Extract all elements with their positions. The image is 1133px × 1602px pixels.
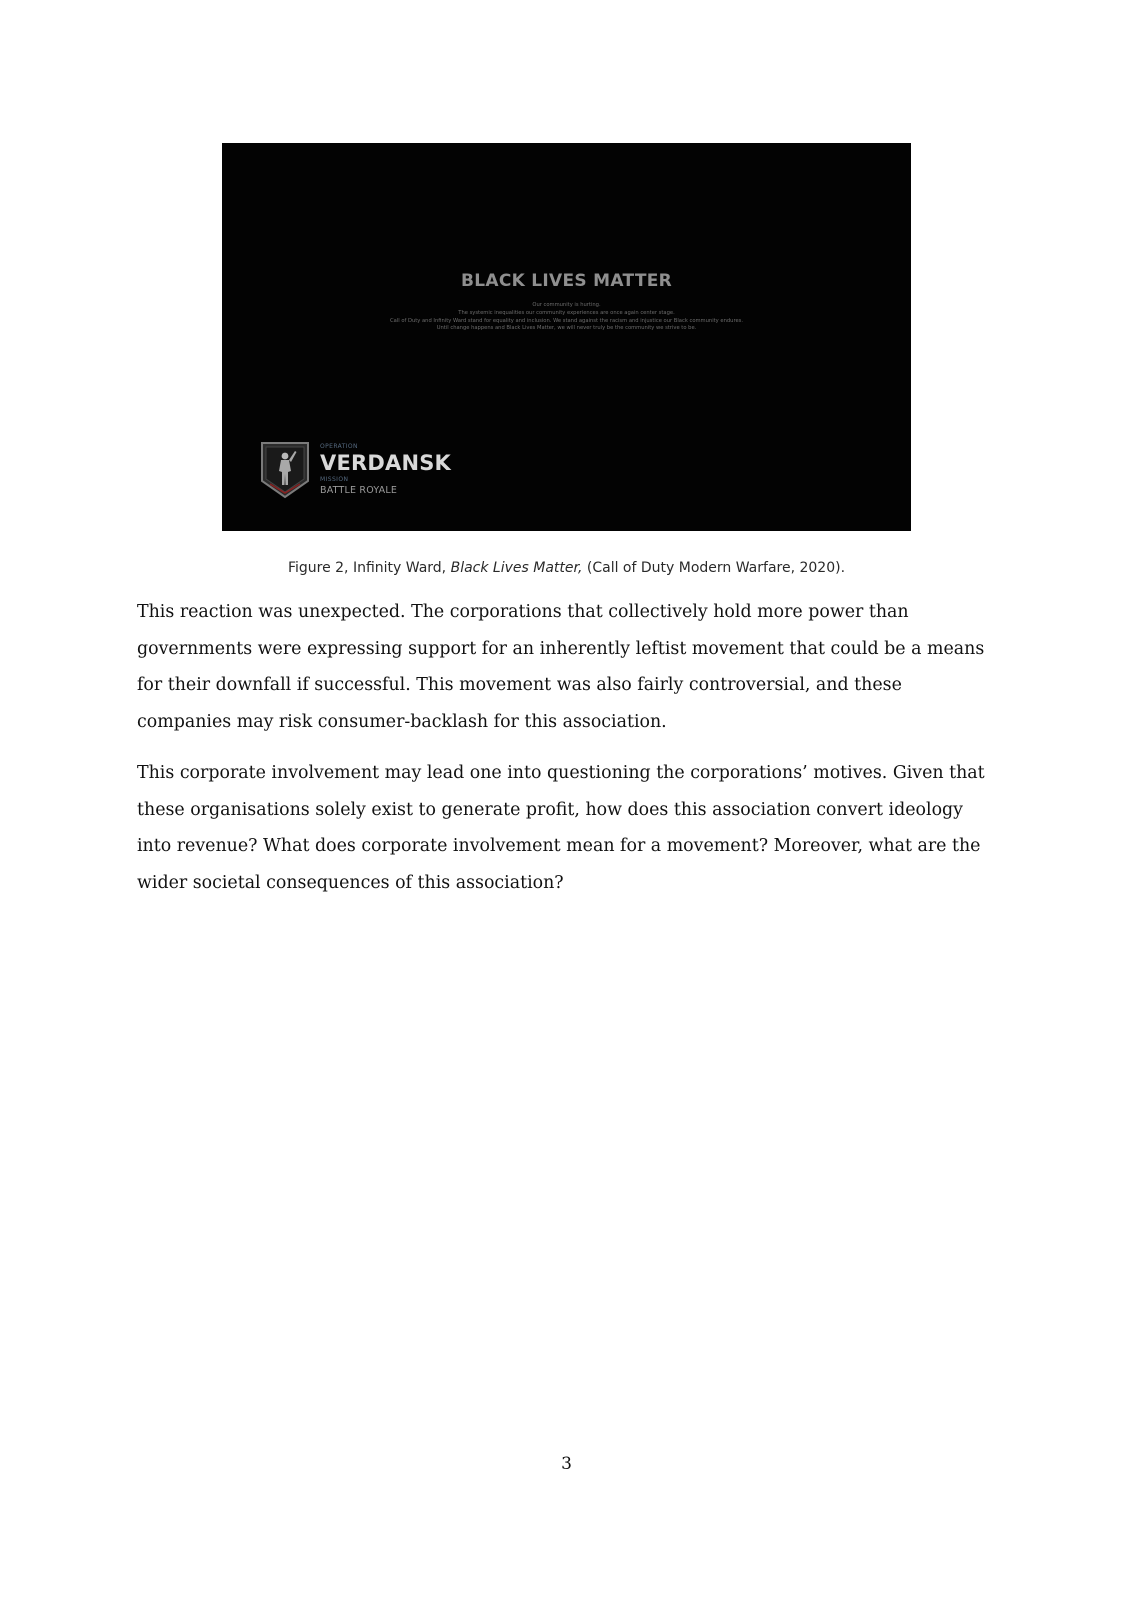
paragraph-line: into revenue? What does corporate involvement mean for a movement? Moreover, what are the xyxy=(137,836,981,856)
statement-line: The systemic inequalities our community experiences are once again center stage. xyxy=(458,309,675,316)
paragraph-1 xyxy=(137,594,1007,740)
paragraph-line: companies may risk consumer-backlash for this association. xyxy=(137,711,667,732)
paragraph-line: This corporate involvement may lead one into questioning the corporations’ motives. Given that xyxy=(137,763,985,783)
operation-label: OPERATION xyxy=(320,443,358,450)
mission-name: BATTLE ROYALE xyxy=(320,485,398,496)
paragraph-line: for their downfall if successful. This movement was also fairly controversial, and these xyxy=(137,675,902,695)
paragraph-2 xyxy=(137,755,1007,901)
figure-image-black-lives-matter xyxy=(222,143,911,531)
page-number: 3 xyxy=(561,1454,572,1474)
figure-title: BLACK LIVES MATTER xyxy=(460,271,673,291)
caption-suffix: (Call of Duty Modern Warfare, 2020). xyxy=(582,560,846,576)
statement-line: Until change happens and Black Lives Matter, we will never truly be the community we strive to be. xyxy=(436,325,697,332)
figure-statement xyxy=(222,302,911,333)
mode-info xyxy=(320,443,451,497)
operation-name: VERDANSK xyxy=(320,451,452,475)
figure-caption xyxy=(0,560,1133,576)
paragraph-line: This reaction was unexpected. The corporations that collectively hold more power than xyxy=(137,602,909,622)
paragraph-line: wider societal consequences of this association? xyxy=(137,872,564,893)
paragraph-line: these organisations solely exist to generate profit, how does this association convert ideology xyxy=(137,799,963,820)
statement-line: Our community is hurting. xyxy=(532,302,601,308)
caption-title: Black Lives Matter, xyxy=(450,560,583,576)
mission-label: MISSION xyxy=(320,476,349,483)
soldier-emblem-icon xyxy=(260,441,310,499)
paragraph-line: governments were expressing support for an inherently leftist movement that could be a means xyxy=(137,638,985,659)
statement-line: Call of Duty and Infinity Ward stand for equality and inclusion. We stand against the racism and injustice our Black community endures. xyxy=(389,317,744,324)
caption-prefix: Figure 2, Infinity Ward, xyxy=(287,560,451,576)
